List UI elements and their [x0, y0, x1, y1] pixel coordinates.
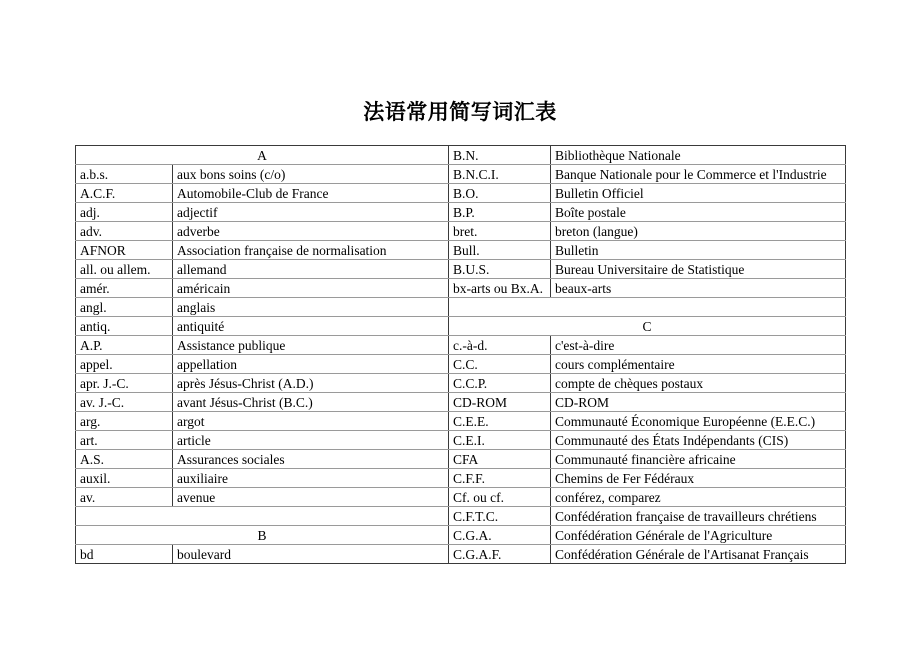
table-row	[76, 222, 846, 241]
table-row	[76, 545, 846, 564]
left-meaning-cell: Automobile-Club de France	[173, 184, 449, 203]
right-abbreviation-cell: C.C.P.	[449, 374, 551, 393]
right-abbreviation-cell: c.-à-d.	[449, 336, 551, 355]
table-row	[76, 298, 846, 317]
right-abbreviation-cell: C.G.A.F.	[449, 545, 551, 564]
left-blank-row-cell	[76, 507, 449, 526]
right-meaning-cell: beaux-arts	[551, 279, 846, 298]
right-meaning-cell: cours complémentaire	[551, 355, 846, 374]
left-abbreviation-cell: a.b.s.	[76, 165, 173, 184]
left-abbreviation-cell: av. J.-C.	[76, 393, 173, 412]
left-abbreviation-cell: antiq.	[76, 317, 173, 336]
right-meaning-cell: Boîte postale	[551, 203, 846, 222]
right-abbreviation-cell: B.P.	[449, 203, 551, 222]
left-meaning-cell: Assistance publique	[173, 336, 449, 355]
left-abbreviation-cell: A.S.	[76, 450, 173, 469]
right-abbreviation-cell: Bull.	[449, 241, 551, 260]
right-meaning-cell: breton (langue)	[551, 222, 846, 241]
table-row	[76, 279, 846, 298]
left-meaning-cell: adjectif	[173, 203, 449, 222]
left-meaning-cell: avenue	[173, 488, 449, 507]
table-row	[76, 488, 846, 507]
left-abbreviation-cell: angl.	[76, 298, 173, 317]
right-abbreviation-cell: B.O.	[449, 184, 551, 203]
left-abbreviation-cell: bd	[76, 545, 173, 564]
left-meaning-cell: allemand	[173, 260, 449, 279]
left-abbreviation-cell: A.P.	[76, 336, 173, 355]
right-meaning-cell: Communauté Économique Européenne (E.E.C.)	[551, 412, 846, 431]
table-row	[76, 336, 846, 355]
table-row	[76, 203, 846, 222]
table-row	[76, 165, 846, 184]
right-meaning-cell: Banque Nationale pour le Commerce et l'Industrie	[551, 165, 846, 184]
left-meaning-cell: Association française de normalisation	[173, 241, 449, 260]
left-meaning-cell: Assurances sociales	[173, 450, 449, 469]
table-row	[76, 374, 846, 393]
left-abbreviation-cell: adv.	[76, 222, 173, 241]
abbreviation-table	[75, 145, 846, 564]
right-abbreviation-cell: bx-arts ou Bx.A.	[449, 279, 551, 298]
right-meaning-cell: Bulletin	[551, 241, 846, 260]
right-meaning-cell: CD-ROM	[551, 393, 846, 412]
left-abbreviation-cell: appel.	[76, 355, 173, 374]
right-meaning-cell: Confédération Générale de l'Agriculture	[551, 526, 846, 545]
left-meaning-cell: américain	[173, 279, 449, 298]
right-abbreviation-cell: C.F.F.	[449, 469, 551, 488]
right-abbreviation-cell: CFA	[449, 450, 551, 469]
right-abbreviation-cell: B.N.	[449, 146, 551, 165]
right-abbreviation-cell: CD-ROM	[449, 393, 551, 412]
table-row	[76, 260, 846, 279]
left-meaning-cell: après Jésus-Christ (A.D.)	[173, 374, 449, 393]
right-blank-row-cell	[449, 298, 846, 317]
right-abbreviation-cell: C.F.T.C.	[449, 507, 551, 526]
left-abbreviation-cell: all. ou allem.	[76, 260, 173, 279]
right-abbreviation-cell: C.E.E.	[449, 412, 551, 431]
right-meaning-cell: Confédération française de travailleurs chrétiens	[551, 507, 846, 526]
left-abbreviation-cell: arg.	[76, 412, 173, 431]
abbreviation-table-body	[76, 146, 846, 564]
left-meaning-cell: article	[173, 431, 449, 450]
right-abbreviation-cell: Cf. ou cf.	[449, 488, 551, 507]
right-meaning-cell: Bulletin Officiel	[551, 184, 846, 203]
left-abbreviation-cell: art.	[76, 431, 173, 450]
left-abbreviation-cell: AFNOR	[76, 241, 173, 260]
right-abbreviation-cell: C.C.	[449, 355, 551, 374]
left-meaning-cell: adverbe	[173, 222, 449, 241]
right-meaning-cell: Communauté financière africaine	[551, 450, 846, 469]
table-row	[76, 393, 846, 412]
table-row	[76, 184, 846, 203]
left-abbreviation-cell: amér.	[76, 279, 173, 298]
right-section-header: C	[449, 317, 846, 336]
right-meaning-cell: Chemins de Fer Fédéraux	[551, 469, 846, 488]
left-section-header: A	[76, 146, 449, 165]
right-abbreviation-cell: C.G.A.	[449, 526, 551, 545]
abbreviation-table-container	[75, 145, 845, 564]
left-abbreviation-cell: A.C.F.	[76, 184, 173, 203]
right-meaning-cell: compte de chèques postaux	[551, 374, 846, 393]
right-meaning-cell: Communauté des États Indépendants (CIS)	[551, 431, 846, 450]
page-title: 法语常用简写词汇表	[363, 100, 557, 124]
left-meaning-cell: aux bons soins (c/o)	[173, 165, 449, 184]
left-abbreviation-cell: av.	[76, 488, 173, 507]
right-abbreviation-cell: bret.	[449, 222, 551, 241]
right-abbreviation-cell: C.E.I.	[449, 431, 551, 450]
table-row	[76, 431, 846, 450]
table-row	[76, 507, 846, 526]
left-abbreviation-cell: auxil.	[76, 469, 173, 488]
right-meaning-cell: Bibliothèque Nationale	[551, 146, 846, 165]
left-meaning-cell: appellation	[173, 355, 449, 374]
left-meaning-cell: auxiliaire	[173, 469, 449, 488]
left-meaning-cell: argot	[173, 412, 449, 431]
left-abbreviation-cell: adj.	[76, 203, 173, 222]
right-meaning-cell: Bureau Universitaire de Statistique	[551, 260, 846, 279]
table-row	[76, 526, 846, 545]
left-meaning-cell: anglais	[173, 298, 449, 317]
table-row	[76, 450, 846, 469]
left-abbreviation-cell: apr. J.-C.	[76, 374, 173, 393]
right-meaning-cell: c'est-à-dire	[551, 336, 846, 355]
left-section-header: B	[76, 526, 449, 545]
table-row	[76, 241, 846, 260]
left-meaning-cell: avant Jésus-Christ (B.C.)	[173, 393, 449, 412]
table-row	[76, 146, 846, 165]
right-meaning-cell: conférez, comparez	[551, 488, 846, 507]
table-row	[76, 317, 846, 336]
right-meaning-cell: Confédération Générale de l'Artisanat Français	[551, 545, 846, 564]
table-row	[76, 469, 846, 488]
right-abbreviation-cell: B.N.C.I.	[449, 165, 551, 184]
left-meaning-cell: boulevard	[173, 545, 449, 564]
table-row	[76, 355, 846, 374]
right-abbreviation-cell: B.U.S.	[449, 260, 551, 279]
left-meaning-cell: antiquité	[173, 317, 449, 336]
table-row	[76, 412, 846, 431]
